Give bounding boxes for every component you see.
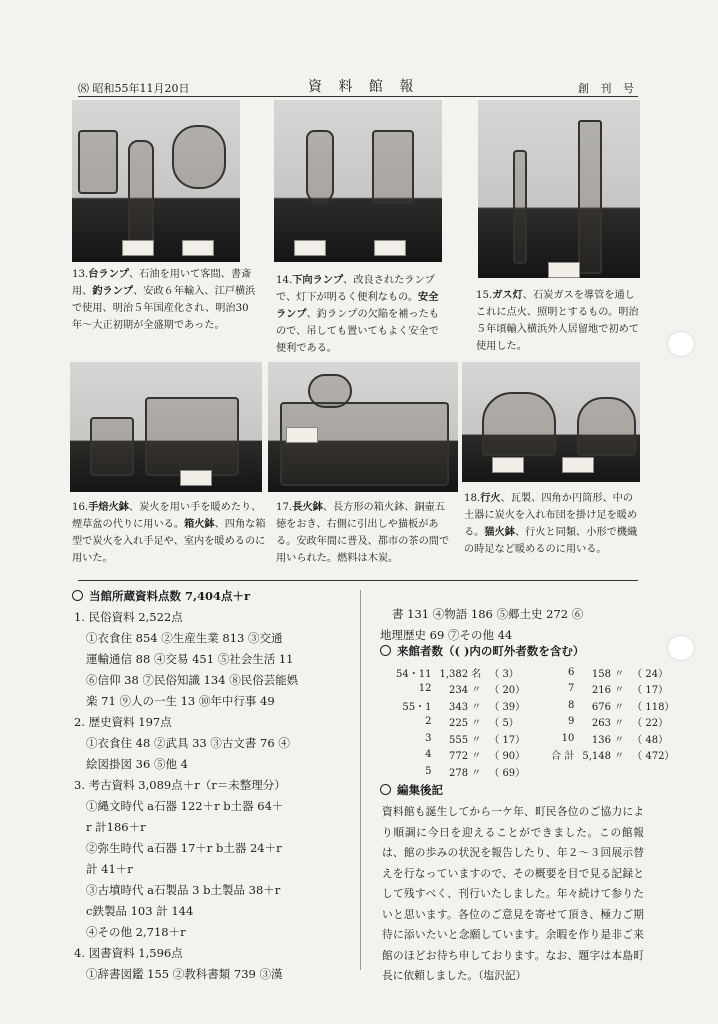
issue-label: 創 刊 号: [578, 82, 638, 95]
visitors-cell: 158 〃: [591, 668, 625, 680]
holdings-line: 書 131 ④物語 186 ⑤郷土史 272 ⑥: [392, 607, 584, 621]
photo-hand-brazier: [70, 362, 262, 492]
visitors-row: [392, 697, 678, 714]
page-header: [78, 76, 638, 96]
holdings-line: 地理歴史 69 ⑦その他 44: [380, 628, 513, 642]
visitors-row: [392, 664, 678, 681]
holdings-line: r 計186＋r: [86, 820, 146, 834]
visitors-cell: 216 〃: [591, 685, 625, 697]
visitors-cell: （ 118）: [632, 701, 675, 713]
visitors-cell: （ 20）: [489, 685, 526, 697]
photo-table-lamp: [72, 100, 240, 262]
postscript-heading: [380, 780, 648, 801]
photo-hanging-lamp: [274, 100, 442, 262]
header-rule: [78, 96, 638, 97]
photo-long-brazier: [268, 362, 458, 492]
holdings-list: [72, 607, 354, 985]
visitors-cell: （ 90）: [489, 751, 526, 763]
holdings-line: 4. 図書資料 1,596点: [74, 946, 183, 960]
visitors-cell: 1,382 名: [439, 668, 482, 680]
visitors-row: [392, 747, 678, 764]
postscript-title: 編集後記: [397, 783, 443, 797]
visitors-cell: [628, 763, 678, 780]
holdings-line: 絵図掛図 36 ⑤他 4: [86, 757, 188, 771]
holdings-line: ②弥生時代 a石器 17＋r b土器 24＋r: [86, 841, 282, 855]
visitors-row: [392, 714, 678, 731]
visitors-cell: 3: [425, 732, 432, 744]
visitors-cell: 9: [567, 716, 575, 728]
caption-14: 14.下向ランプ、改良されたランプで、灯下が明るく便利なもの。安全ランプ、釣ランプの欠陥を補ったもので、吊しても置いてもよく安全で便利である。: [276, 274, 439, 354]
holdings-line: 3. 考古資料 3,089点＋r（r＝未整理分）: [74, 778, 286, 792]
holdings-section: [72, 586, 354, 985]
circle-bullet-icon: [380, 784, 391, 795]
caption-15: 15.ガス灯、石炭ガスを導管を通しこれに点火、照明とするもの。明治５年頃輸入横浜外人居留地で初めて使用した。: [476, 289, 639, 352]
visitors-cell: 合 計: [551, 751, 575, 763]
holdings-continued: [380, 604, 648, 646]
visitors-cell: （ 22）: [632, 718, 669, 730]
visitors-cell: （ 69）: [489, 767, 526, 779]
visitors-cell: 263 〃: [591, 718, 625, 730]
visitors-cell: （ 3）: [489, 668, 519, 680]
photo-gas-lamp: [478, 100, 640, 278]
visitors-title: 来館者数（( )内の町外者数を含む）: [397, 644, 585, 658]
visitors-cell: （ 17）: [632, 685, 669, 697]
holdings-line: 楽 71 ⑨人の一生 13 ⑩年中行事 49: [86, 694, 275, 708]
binder-hole: [668, 332, 694, 356]
visitors-cell: [529, 763, 578, 780]
visitors-cell: 2: [425, 716, 432, 728]
visitors-cell: 4: [425, 749, 432, 761]
visitors-cell: 55・1: [402, 701, 432, 713]
visitors-heading: [380, 641, 648, 662]
column-divider: [360, 590, 361, 970]
visitors-cell: 8: [567, 699, 575, 711]
visitors-cell: 54・11: [396, 668, 432, 680]
visitors-cell: （ 39）: [489, 701, 526, 713]
holdings-line: 2. 歴史資料 197点: [74, 715, 172, 729]
section-rule: [78, 580, 638, 581]
caption-16: 16.手焙火鉢、炭火を用い手を暖めたり、煙草盆の代りに用いる。箱火鉢、四角な箱型で炭火を入れ手足や、室内を暖めるのに用いた。: [72, 501, 266, 564]
issue-date: ⑻ 昭和55年11月20日: [78, 82, 190, 95]
newsletter-title: 資 料 館 報: [308, 79, 420, 95]
holdings-line: ⑥信仰 38 ⑦民俗知識 134 ⑧民俗芸能娯: [86, 673, 299, 687]
holdings-line: 運輸通信 88 ④交易 451 ⑤社会生活 11: [86, 652, 294, 666]
visitors-cell: [578, 763, 628, 780]
visitors-cell: 6: [567, 666, 575, 678]
visitors-cell: 772 〃: [449, 751, 482, 763]
visitors-cell: （ 472）: [632, 751, 675, 763]
holdings-line: 1. 民俗資料 2,522点: [74, 610, 183, 624]
visitors-cell: 676 〃: [591, 701, 625, 713]
caption-17: 17.長火鉢、長方形の箱火鉢、銅壷五徳をおき、右側に引出しや猫板がある。安政年間に普及、都市の茶の間で用いられた。燃料は木炭。: [276, 501, 450, 564]
holdings-line: ①辞書図鑑 155 ②教科書類 739 ③漢: [86, 967, 283, 981]
visitors-row: [392, 681, 678, 698]
visitors-cell: 136 〃: [591, 734, 625, 746]
circle-bullet-icon: [72, 590, 83, 601]
holdings-line: ③古墳時代 a石製品 3 b土製品 38＋r: [86, 883, 281, 897]
holdings-line: ①衣食住 48 ②武具 33 ③古文書 76 ④: [86, 736, 290, 750]
caption-13: 13.台ランプ、石油を用いて客間、書斎用、釣ランプ、安政６年輸入、江戸横浜で使用、明治５年国産化され、明治30年〜大正初期が全盛期であった。: [72, 268, 256, 331]
visitors-cell: 12: [418, 683, 432, 695]
visitors-table: [392, 664, 678, 780]
holdings-line: c鉄製品 103 計 144: [86, 904, 194, 918]
visitors-cell: （ 24）: [632, 668, 669, 680]
holdings-title: 当館所蔵資料点数 7,404点＋r: [72, 586, 354, 607]
circle-bullet-icon: [380, 645, 391, 656]
visitors-cell: 5: [425, 765, 432, 777]
visitors-cell: （ 48）: [632, 734, 669, 746]
holdings-line: 計 41＋r: [86, 862, 133, 876]
visitors-cell: （ 5）: [489, 718, 519, 730]
visitors-cell: （ 17）: [489, 734, 526, 746]
visitors-cell: 10: [561, 732, 575, 744]
postscript-body: 資料館も誕生してから一ケ年、町民各位のご協力により順調に今日を迎えることができました。この館報は、館の歩みの状況を報告したり、年２〜３回展示替えを行なっていますので、その概要を目で見る記録として残すべく、刊行いたしました。年々続けて参りたいと思います。各位のご意見を寄せて頂き、極力ご期待に添いたいと念願しています。余暇を作り是非ご来館のほどお待ち申しております。なお、題字は本島町長に依頼しました。（塩沢記）: [382, 805, 644, 982]
visitors-cell: 234 〃: [449, 685, 482, 697]
photo-foot-warmer: [462, 362, 640, 482]
visitors-cell: 343 〃: [449, 701, 482, 713]
visitors-cell: 278 〃: [449, 767, 482, 779]
visitors-cell: 5,148 〃: [582, 751, 625, 763]
holdings-line: ①衣食住 854 ②生産生業 813 ③交通: [86, 631, 283, 645]
visitors-row: [392, 730, 678, 747]
visitors-cell: 7: [567, 683, 575, 695]
visitors-cell: 225 〃: [449, 718, 482, 730]
holdings-line: ①縄文時代 a石器 122＋r b土器 64＋: [86, 799, 284, 813]
visitors-cell: 555 〃: [449, 734, 482, 746]
holdings-line: ④その他 2,718＋r: [86, 925, 186, 939]
visitors-row: [392, 763, 678, 780]
caption-18: 18.行火、瓦製、四角か円筒形、中の土器に炭火を入れ布団を掛け足を暖める。猫火鉢、行火と同類、小形で機織の時足など暖めるのに用いる。: [464, 492, 638, 555]
binder-hole: [668, 636, 694, 660]
